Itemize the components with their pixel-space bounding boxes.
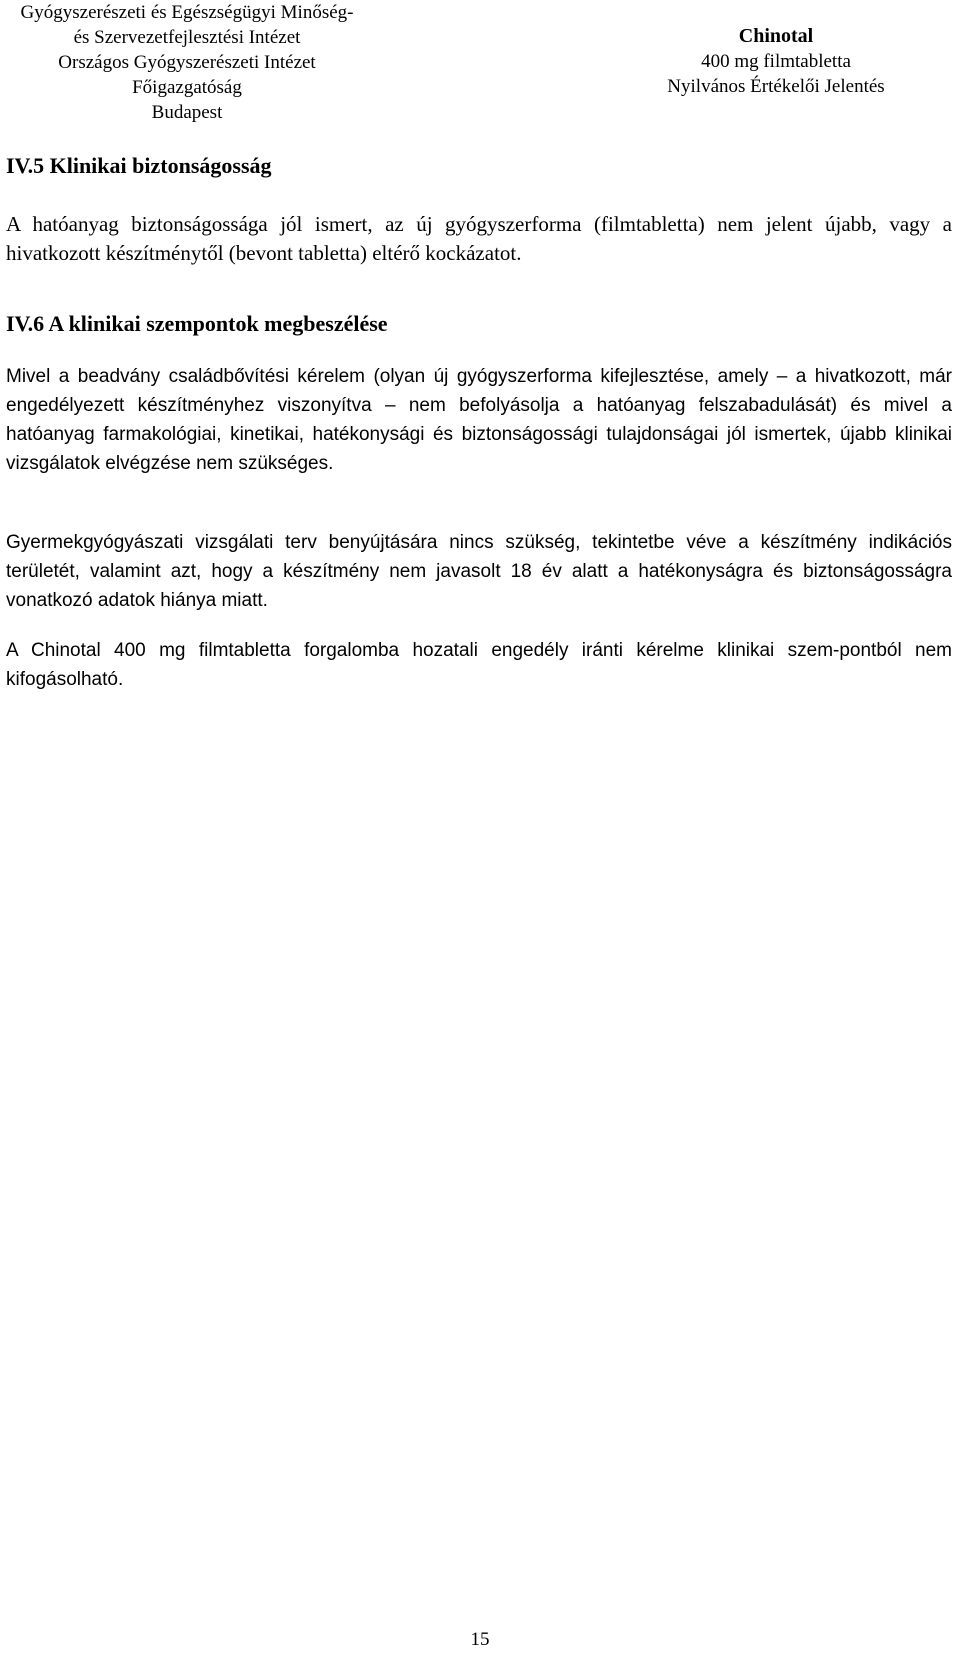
header-institution-line: és Szervezetfejlesztési Intézet bbox=[73, 27, 301, 48]
header-institution bbox=[2, 0, 372, 125]
section-heading-clinical-safety: IV.5 Klinikai biztonságosság bbox=[6, 153, 272, 178]
section-heading-clinical-discussion: IV.6 A klinikai szempontok megbeszélése bbox=[6, 311, 388, 336]
clinical-safety-paragraph: A hatóanyag biztonságossága jól ismert, az új gyógyszerforma (filmtabletta) nem jelent újabb, vagy a hivatkozott készítménytől (bevont tabletta) eltérő kockázatot. bbox=[6, 212, 952, 265]
product-form: 400 mg filmtabletta bbox=[701, 51, 851, 72]
report-type: Nyilvános Értékelői Jelentés bbox=[667, 76, 885, 97]
pediatric-paragraph: Gyermekgyógyászati vizsgálati terv benyújtására nincs szükség, tekintetbe véve a készítmény indikációs területét, valamint azt, hogy a készítmény nem javasolt 18 év alatt a hatékonyságra és biztonságosságra vonatkozó adatok hiánya miatt. bbox=[6, 532, 952, 611]
header-institution-line: Gyógyszerészeti és Egészségügyi Minőség- bbox=[20, 2, 354, 23]
conclusion-paragraph: A Chinotal 400 mg filmtabletta forgalomba hozatali engedély iránti kérelme klinikai szem-pontból nem kifogásolható. bbox=[6, 640, 952, 690]
discussion-paragraph: Mivel a beadvány családbővítési kérelem (olyan új gyógyszerforma kifejlesztése, amely – a hivatkozott, már engedélyezett készítményhez viszonyítva – nem befolyásolja a hatóanyag felszabadulását) és mivel a hatóanyag farmakológiai, kinetikai, hatékonysági és biztonságossági tulajdonságai jól ismertek, újabb klinikai vizsgálatok elvégzése nem szükséges. bbox=[6, 366, 952, 474]
page-number: 15 bbox=[470, 1629, 490, 1650]
header-institution-line: Országos Gyógyszerészeti Intézet bbox=[58, 52, 316, 73]
header-institution-line: Főigazgatóság bbox=[132, 77, 242, 98]
header-institution-line: Budapest bbox=[151, 102, 223, 123]
header-product bbox=[626, 24, 926, 99]
product-name: Chinotal bbox=[738, 25, 814, 47]
